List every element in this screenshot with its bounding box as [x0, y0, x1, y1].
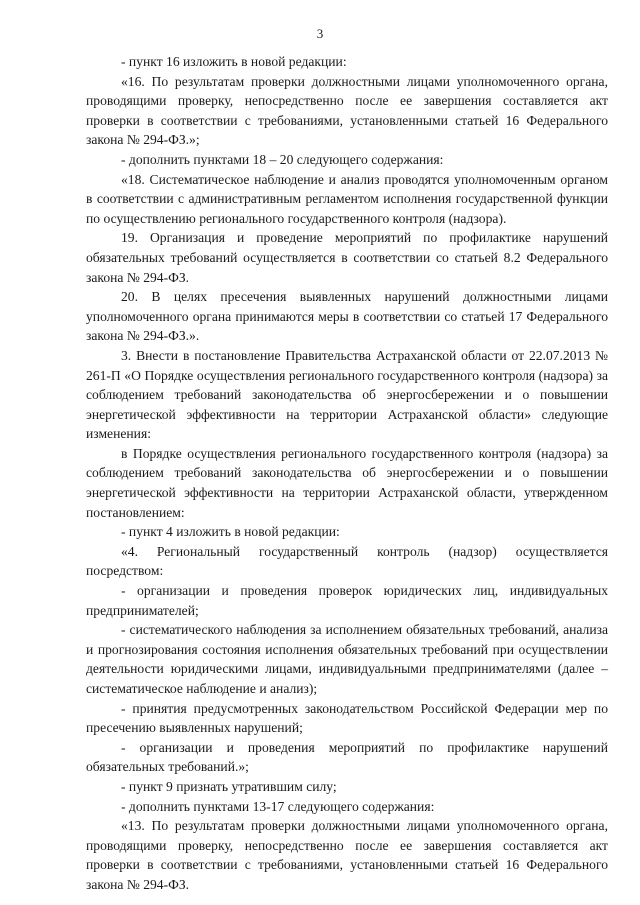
- paragraph: «16. По результатам проверки должностными лицами уполномоченного органа, проводящими проверку, непосредственно после ее завершения составляется акт проверки в соответствии с требованиями, установленными статьей 16 Федерального закона № 294-ФЗ.»;: [86, 73, 608, 148]
- paragraph: - принятия предусмотренных законодательством Российской Федерации мер по пресечению выявленных нарушений;: [86, 700, 608, 736]
- paragraph: - пункт 16 изложить в новой редакции:: [121, 54, 347, 69]
- paragraph: 19. Организация и проведение мероприятий по профилактике нарушений обязательных требований осуществляется в соответствии со статьей 8.2 Федерального закона № 294-ФЗ.: [86, 230, 608, 285]
- paragraph: - пункт 9 признать утратившим силу;: [121, 778, 337, 794]
- document-body: [86, 52, 608, 895]
- paragraph: в Порядке осуществления регионального государственного контроля (надзора) за соблюдением требований законодательства об энергосбережении и о повышении энергетической эффективности на территории Астраханской области, утвержденном постановлением:: [86, 445, 608, 520]
- paragraph: - организации и проведения проверок юридических лиц, индивидуальных предпринимателей;: [86, 583, 608, 618]
- paragraph: - систематического наблюдения за исполнением обязательных требований, анализа и прогнозирования состояния исполнения обязательных требований при осуществлении деятельности юридическими лицами, индивидуальными предпринимателями (далее – систематическое наблюдение и анализ);: [86, 622, 608, 696]
- paragraph: «13. По результатам проверки должностными лицами уполномоченного органа, проводящими проверку, непосредственно после ее завершения составляется акт проверки в соответствии с требованиями, установленными статьей 16 Федерального закона № 294-ФЗ.: [86, 818, 608, 892]
- paragraph: - организации и проведения мероприятий по профилактике нарушений обязательных требований.»;: [86, 739, 608, 775]
- paragraph: 3. Внести в постановление Правительства Астраханской области от 22.07.2013 № 261-П «О Порядке осуществления регионального государственного контроля (надзора) за соблюдением требований законодательства об энергосбережении и о повышении энергетической эффективности на территории Астраханской области» следующие изменения:: [86, 347, 608, 442]
- paragraph: - дополнить пунктами 18 – 20 следующего содержания:: [121, 151, 444, 167]
- page-number: 3: [316, 26, 324, 41]
- paragraph: «4. Региональный государственный контроль (надзор) осуществляется посредством:: [86, 543, 608, 579]
- paragraph: 20. В целях пресечения выявленных нарушений должностными лицами уполномоченного органа принимаются меры в соответствии со статьей 17 Федерального закона № 294-ФЗ.».: [86, 289, 608, 344]
- paragraph: «18. Систематическое наблюдение и анализ проводятся уполномоченным органом в соответствии с административным регламентом исполнения государственной функции по осуществлению регионального государственного контроля (надзора).: [86, 171, 608, 226]
- paragraph: - пункт 4 изложить в новой редакции:: [121, 524, 340, 540]
- paragraph: - дополнить пунктами 13-17 следующего содержания:: [121, 798, 435, 814]
